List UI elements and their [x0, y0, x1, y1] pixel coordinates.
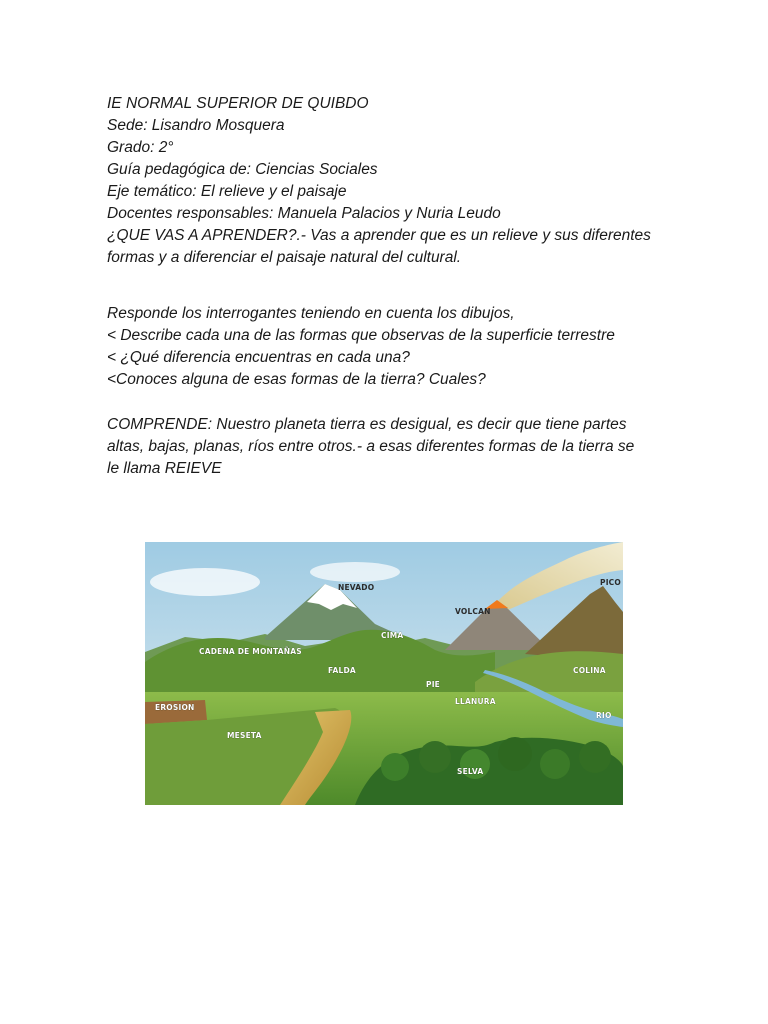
label-erosion: EROSION — [155, 703, 195, 712]
question-difference: < ¿Qué diferencia encuentras en cada una? — [107, 349, 410, 366]
cloud — [150, 568, 260, 596]
tree — [381, 753, 409, 781]
question-intro: Responde los interrogantes teniendo en cuenta los dibujos, — [107, 305, 515, 322]
label-rio: RIO — [596, 711, 612, 720]
docentes-line: Docentes responsables: Manuela Palacios y Nuria Leudo — [107, 205, 501, 222]
label-cadena: CADENA DE MONTAÑAS — [199, 647, 302, 656]
label-colina: COLINA — [573, 666, 606, 675]
label-selva: SELVA — [457, 767, 484, 776]
question-describe: < Describe cada una de las formas que observas de la superficie terrestre — [107, 327, 615, 344]
label-cima: CIMA — [381, 631, 404, 640]
comprende-line-1: COMPRENDE: Nuestro planeta tierra es desigual, es decir que tiene partes — [107, 416, 627, 433]
label-pico: PICO — [600, 578, 621, 587]
comprende-line-2: altas, bajas, planas, ríos entre otros.- a esas diferentes formas de la tierra se — [107, 438, 635, 455]
comprende-line-3: le llama REIEVE — [107, 460, 222, 477]
document-text — [107, 93, 667, 480]
aprender-line-1: ¿QUE VAS A APRENDER?.- Vas a aprender que es un relieve y sus diferentes — [107, 227, 651, 244]
tree — [498, 737, 532, 771]
relief-landscape-illustration — [145, 542, 623, 805]
school-name: IE NORMAL SUPERIOR DE QUIBDO — [107, 95, 369, 112]
eje-line: Eje temático: El relieve y el paisaje — [107, 183, 347, 200]
label-llanura: LLANURA — [455, 697, 496, 706]
label-meseta: MESETA — [227, 731, 262, 740]
tree — [419, 741, 451, 773]
sede-line: Sede: Lisandro Mosquera — [107, 117, 285, 134]
cloud — [310, 562, 400, 582]
guia-line: Guía pedagógica de: Ciencias Sociales — [107, 161, 378, 178]
label-nevado: NEVADO — [338, 583, 375, 592]
tree — [579, 741, 611, 773]
question-know: <Conoces alguna de esas formas de la tierra? Cuales? — [107, 371, 486, 388]
tree — [540, 749, 570, 779]
aprender-line-2: formas y a diferenciar el paisaje natural del cultural. — [107, 249, 462, 266]
label-volcan: VOLCAN — [455, 607, 491, 616]
label-pie: PIE — [426, 680, 441, 689]
grado-line: Grado: 2° — [107, 139, 174, 156]
label-falda: FALDA — [328, 666, 356, 675]
